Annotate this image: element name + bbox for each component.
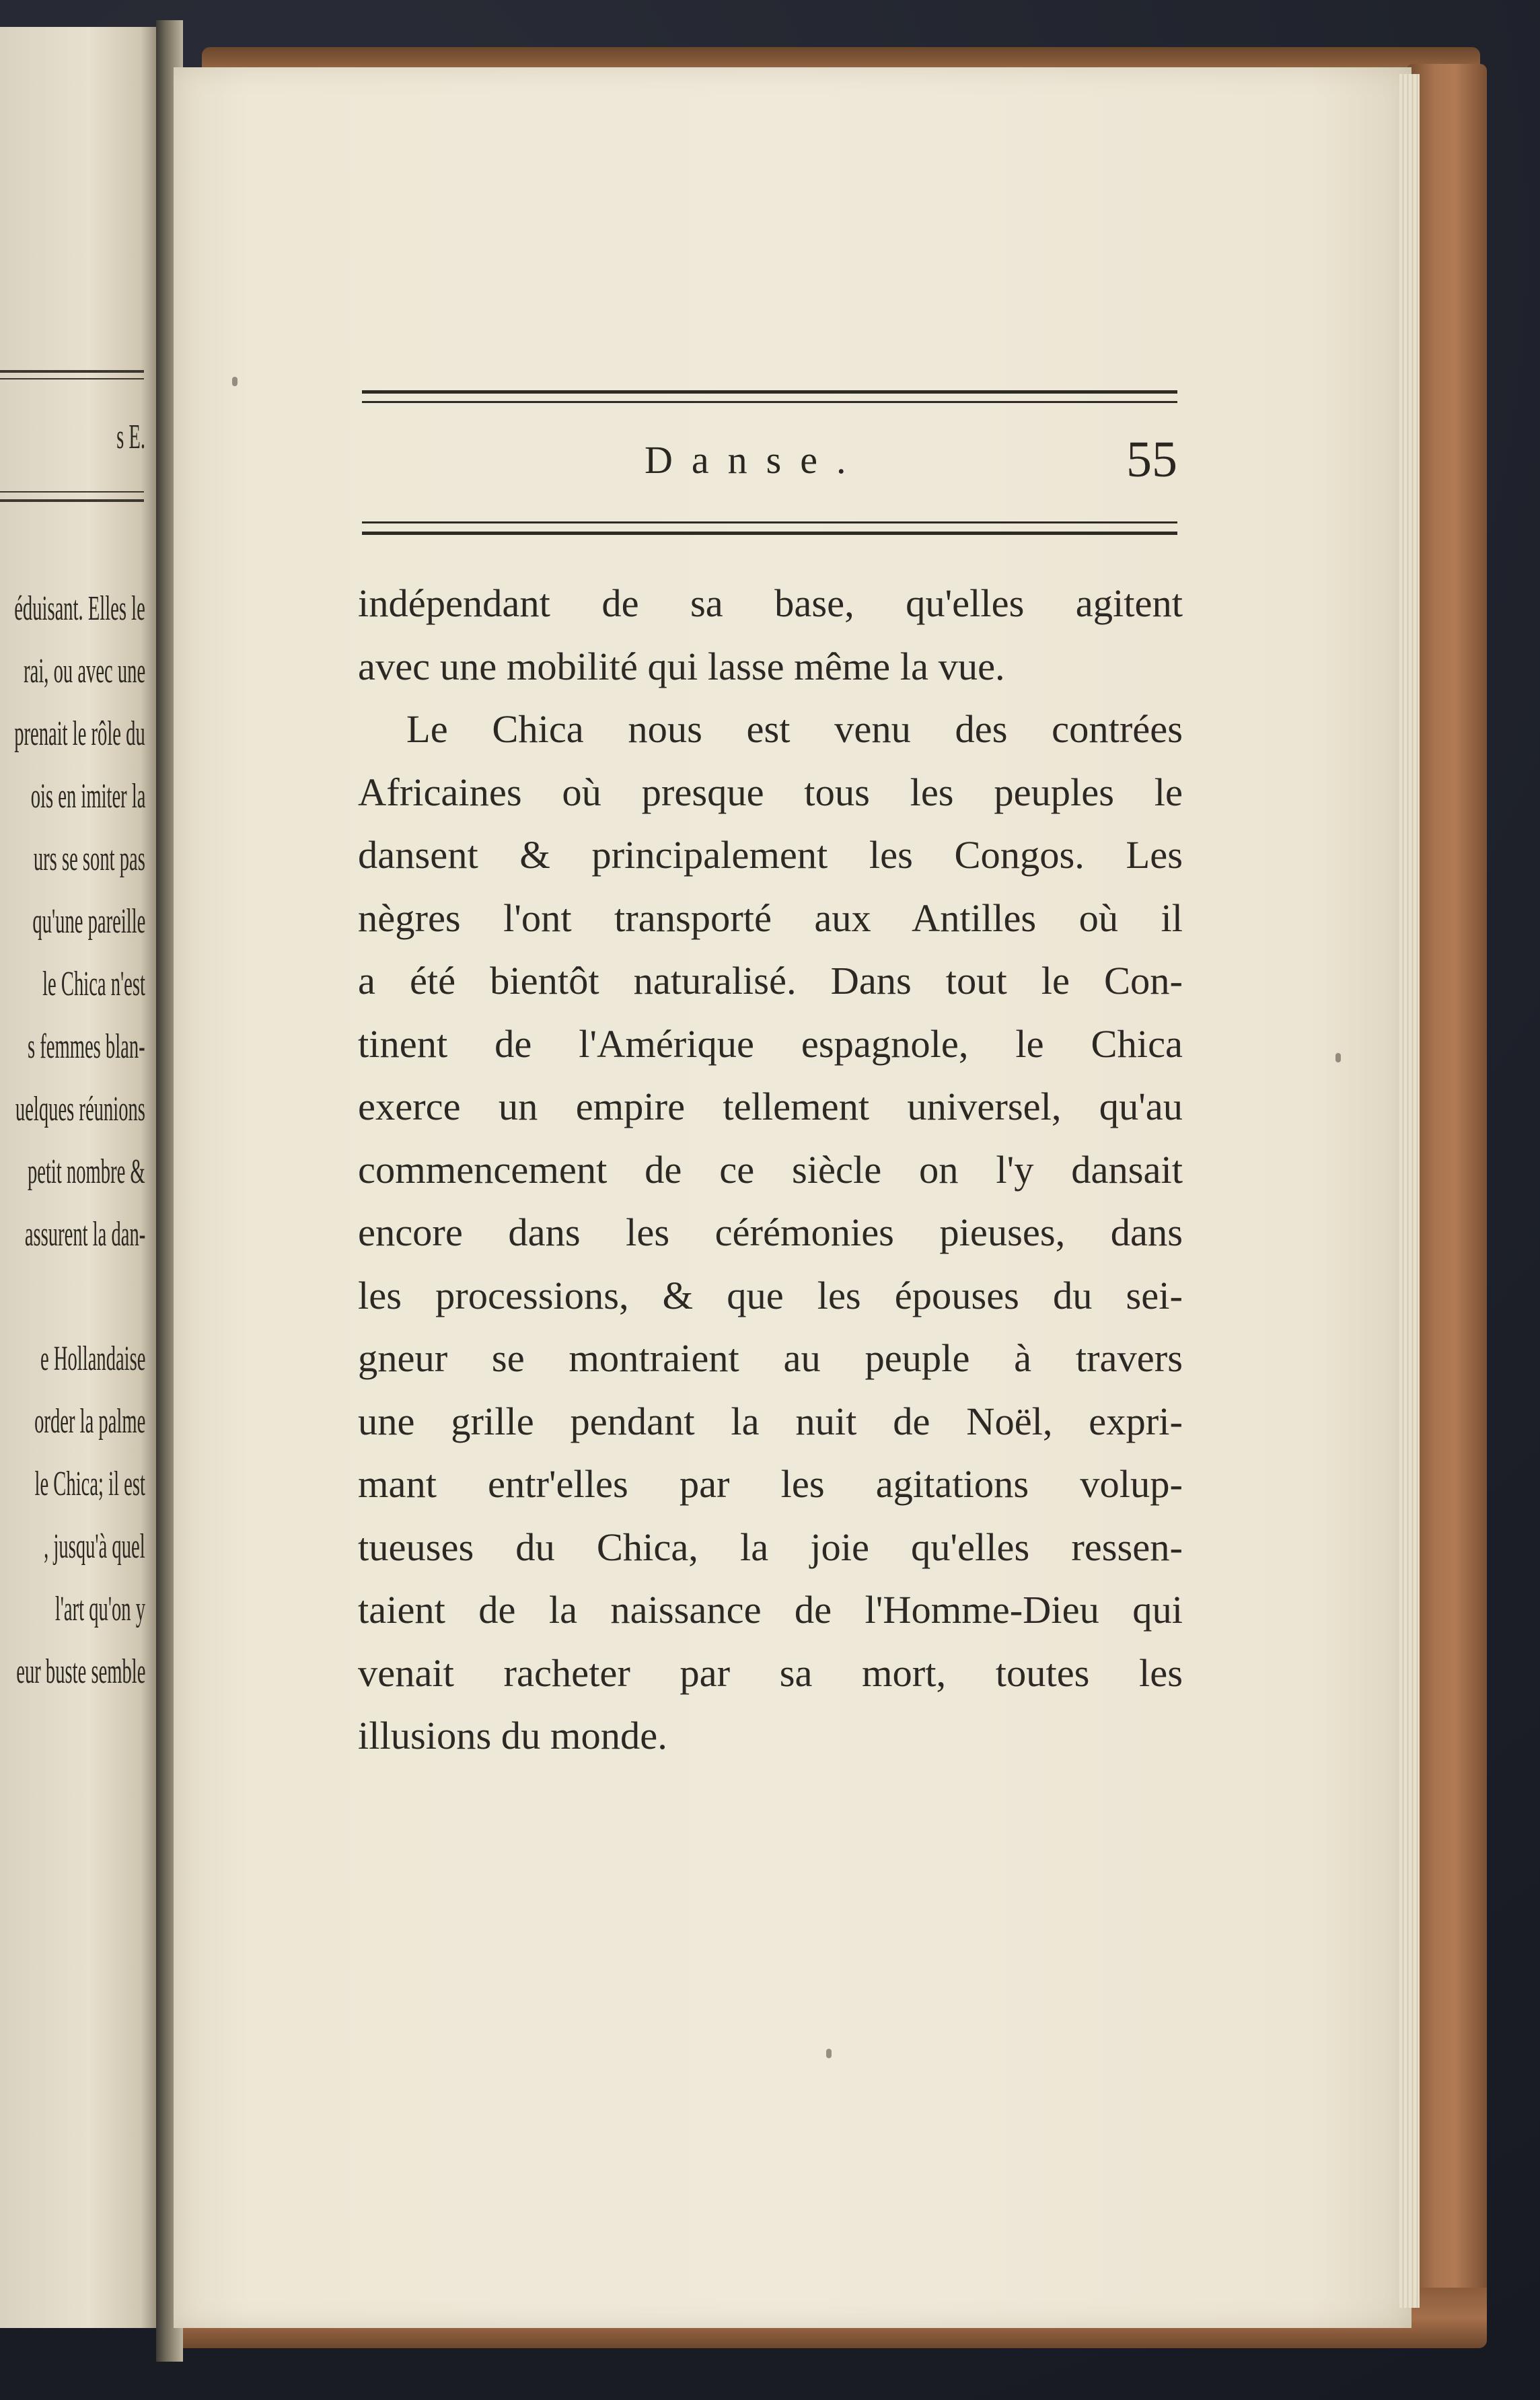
paper-speck (232, 377, 237, 386)
text-line: nègres l'ont transporté aux Antilles où il (358, 896, 1183, 940)
left-page-line: rai, ou avec une (23, 652, 145, 690)
text-line: illusions du monde. (358, 1714, 667, 1757)
left-page-line: ois en imiter la (30, 777, 145, 815)
running-head-rule-bottom (362, 532, 1177, 535)
running-head-rule-bottom-thin (362, 521, 1177, 523)
left-page-rule-bottom-thin (0, 491, 144, 493)
text-line: a été bientôt naturalisé. Dans tout le Con- (358, 959, 1183, 1003)
paper-speck (826, 2049, 832, 2058)
left-page-line: le Chica n'est (42, 965, 145, 1003)
body-text (358, 572, 1183, 1768)
text-line: gneur se montraient au peuple à travers (358, 1336, 1183, 1380)
running-head-rule-top-thin (362, 401, 1177, 403)
text-line: taient de la naissance de l'Homme-Dieu qui (358, 1588, 1183, 1632)
left-page-line: eur buste semble (15, 1652, 145, 1691)
left-page-line: l'art qu'on y (54, 1590, 145, 1628)
left-page-line: , jusqu'à quel (44, 1527, 145, 1566)
left-page-rule-bottom (0, 499, 144, 502)
page-edges (1399, 74, 1420, 2308)
left-page-line: uelques réunions (15, 1090, 145, 1128)
text-line: commencement de ce siècle on l'y dansait (358, 1147, 1183, 1192)
left-page-rule-top (0, 370, 144, 373)
left-page-line: assurent la dan- (24, 1215, 145, 1253)
text-line: dansent & principalement les Congos. Les (358, 833, 1183, 877)
text-line: une grille pendant la nuit de Noël, expri- (358, 1399, 1183, 1443)
left-page-head-fragment: s E. (116, 418, 145, 456)
left-page-rule-top-thin (0, 378, 144, 379)
text-line: Africaines où presque tous les peuples le (358, 770, 1183, 814)
running-head-title: Danse. (645, 438, 865, 482)
paper-speck (1335, 1053, 1341, 1062)
text-line: Le Chica nous est venu des contrées (406, 707, 1183, 751)
left-page (0, 27, 162, 2328)
left-page-line: urs se sont pas (33, 840, 145, 878)
text-line: indépendant de sa base, qu'elles agitent (358, 581, 1183, 625)
text-line: venait racheter par sa mort, toutes les (358, 1650, 1183, 1695)
text-line: mant entr'elles par les agitations volup- (358, 1462, 1183, 1506)
text-line: tinent de l'Amérique espagnole, le Chica (358, 1021, 1183, 1066)
left-page-line: order la palme (34, 1402, 145, 1441)
left-page-line: s femmes blan- (28, 1027, 145, 1066)
text-line: encore dans les cérémonies pieuses, dans (358, 1210, 1183, 1254)
left-page-line: le Chica; il est (34, 1465, 145, 1503)
running-head (362, 424, 1177, 498)
left-page-line: qu'une pareille (32, 902, 145, 941)
left-page-line: prenait le rôle du (14, 715, 145, 753)
page-number: 55 (1126, 431, 1177, 488)
text-line: avec une mobilité qui lasse même la vue. (358, 644, 1005, 688)
left-page-line: éduisant. Elles le (14, 589, 145, 628)
running-head-rule-top (362, 390, 1177, 394)
text-line: exerce un empire tellement universel, qu'au (358, 1085, 1183, 1128)
left-page-line: petit nombre & (28, 1153, 145, 1191)
left-page-line: e Hollandaise (40, 1340, 145, 1378)
text-line: les processions, & que les épouses du sei- (358, 1273, 1183, 1317)
text-line: tueuses du Chica, la joie qu'elles ressen- (358, 1525, 1183, 1569)
